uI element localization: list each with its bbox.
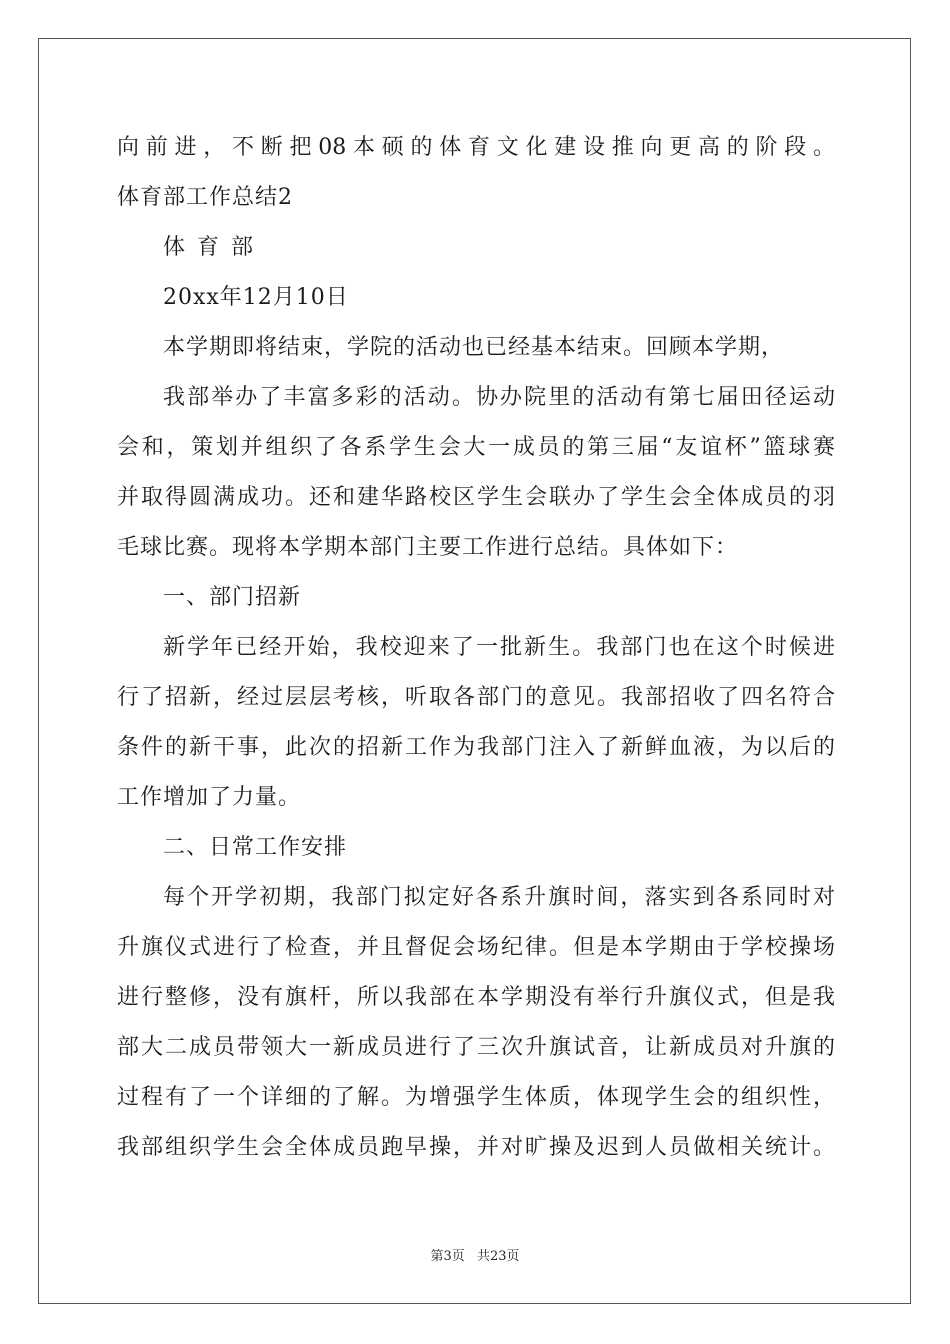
paragraph-line: 我部举办了丰富多彩的活动。协办院里的活动有第七届田径运动 (163, 385, 835, 410)
document-date: 20xx年12月10日 (163, 285, 349, 310)
paragraph-line: 并取得圆满成功。还和建华路校区学生会联办了学生会全体成员的羽 (117, 485, 835, 510)
paragraph-line: 新学年已经开始，我校迎来了一批新生。我部门也在这个时候进 (163, 635, 835, 660)
paragraph-line: 工作增加了力量。 (117, 785, 302, 810)
total-pages: 共23页 (476, 1249, 520, 1264)
paragraph-line: 会和，策划并组织了各系学生会大一成员的第三届“友谊杯”篮球赛 (117, 435, 835, 460)
section-heading: 一、部门招新 (163, 585, 302, 610)
paragraph-line: 毛球比赛。现将本学期本部门主要工作进行总结。具体如下： (117, 535, 739, 560)
paragraph-line: 本学期即将结束，学院的活动也已经基本结束。回顾本学期， (163, 335, 785, 360)
department-name: 体育部 (163, 235, 266, 260)
paragraph-line: 每个开学初期，我部门拟定好各系升旗时间，落实到各系同时对 (163, 885, 835, 910)
section-title: 体育部工作总结2 (117, 185, 293, 210)
paragraph-line: 向前进，不断把08本硕的体育文化建设推向更高的阶段。 (117, 135, 835, 160)
page-footer (0, 1248, 950, 1266)
paragraph-line: 部大二成员带领大一新成员进行了三次升旗试音，让新成员对升旗的 (117, 1035, 835, 1060)
paragraph-line: 行了招新，经过层层考核，听取各部门的意见。我部招收了四名符合 (117, 685, 835, 710)
paragraph-line: 条件的新干事，此次的招新工作为我部门注入了新鲜血液，为以后的 (117, 735, 835, 760)
paragraph-line: 过程有了一个详细的了解。为增强学生体质，体现学生会的组织性， (117, 1085, 835, 1110)
paragraph-line: 升旗仪式进行了检查，并且督促会场纪律。但是本学期由于学校操场 (117, 935, 835, 960)
section-heading: 二、日常工作安排 (163, 835, 348, 860)
paragraph-line: 我部组织学生会全体成员跑早操，并对旷操及迟到人员做相关统计。 (117, 1135, 835, 1160)
page-number: 第3页 (430, 1249, 465, 1264)
page-border (38, 38, 911, 1304)
paragraph-line: 进行整修，没有旗杆，所以我部在本学期没有举行升旗仪式，但是我 (117, 985, 835, 1010)
